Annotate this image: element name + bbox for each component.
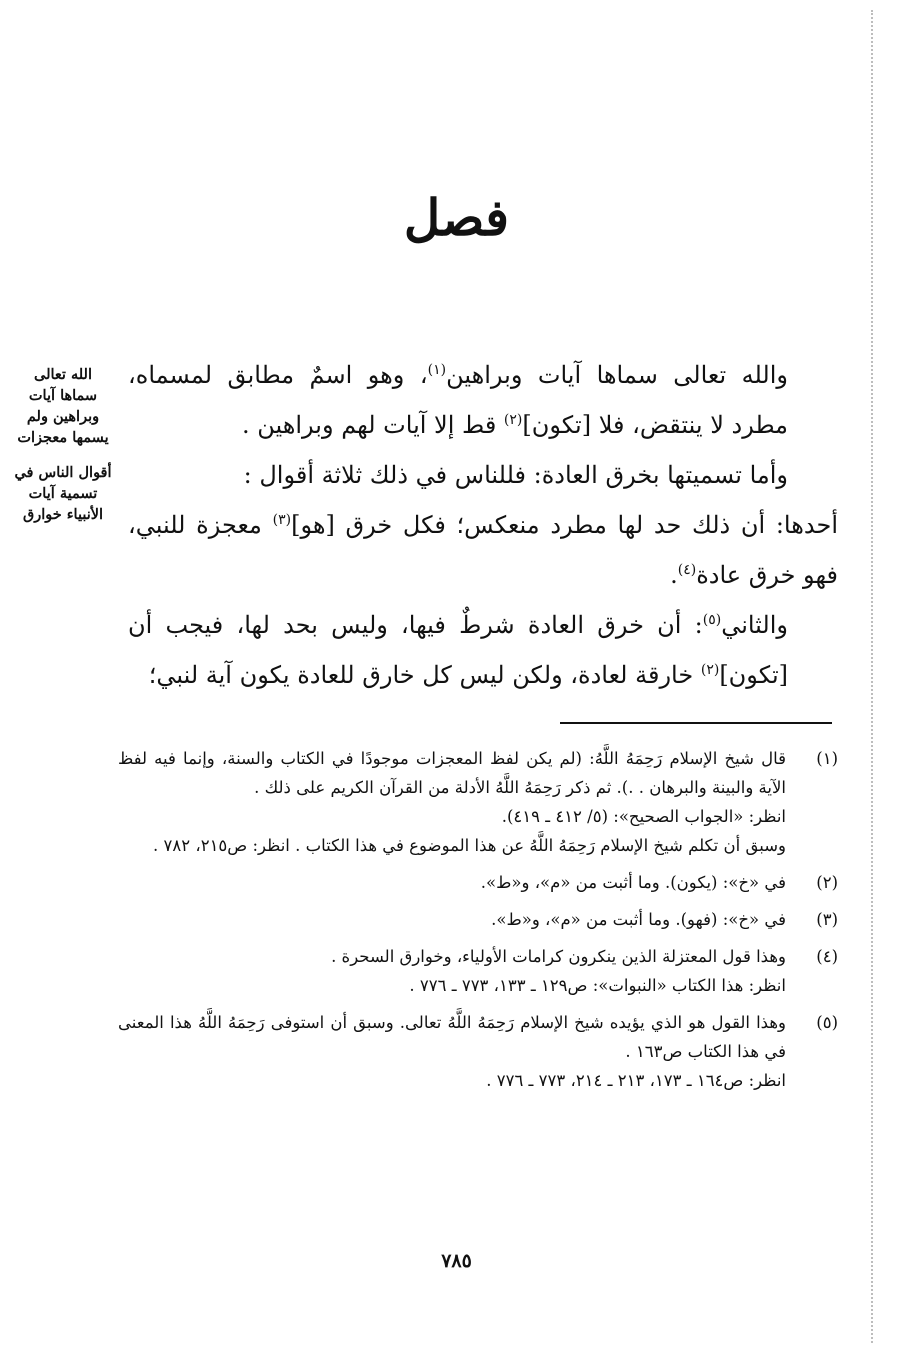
footnote-ref-5: (٥) [702,612,722,628]
footnote-ref-2: (٢) [503,412,523,428]
footnote-line: انظر: ص١٦٤ ـ ١٧٣، ٢١٣ ـ ٢١٤، ٧٧٣ ـ ٧٧٦ . [486,1071,786,1090]
p1-text-2: ، وهو اسمٌ مطابق لمسماه، مطرد لا ينتقض، فلا [تكون] [128,361,788,439]
footnote-line: وسبق أن تكلم شيخ الإسلام رَحِمَهُ اللَّهُ عن هذا الموضوع في هذا الكتاب . انظر: ص٢١٥، ٧٨٢ . [153,836,786,855]
p4-text-2: : أن خرق العادة شرطٌ فيها، وليس بحد لها، فيجب أن [تكون] [128,611,788,689]
footnote-4 [118,942,838,1000]
p4-text-3: خارقة لعادة، ولكن ليس كل خارق للعادة يكون آية لنبي؛ [148,661,701,689]
footnotes [118,744,838,1103]
footnote-number: (١) [816,749,838,768]
footnote-line: قال شيخ الإسلام رَحِمَهُ اللَّهُ: (لم يكن لفظ المعجزات موجودًا في الكتاب والسنة، وإنما فيه لفظ الآية والبينة والبرهان . .). ثم ذكر رَحِمَهُ اللَّهُ الأدلة من القرآن الكريم على ذلك . [118,749,786,797]
footnote-ref-4: (٤) [677,562,697,578]
footnote-number: (٥) [816,1013,838,1032]
footnote-body [118,942,786,1000]
footnote-separator [560,722,832,724]
page-number: ٧٨٥ [441,1250,472,1272]
footnote-body [118,1008,786,1095]
p1-text-1: والله تعالى سماها آيات وبراهين [446,361,788,389]
footnote-2 [118,868,838,897]
footnote-body [118,905,786,934]
section-heading: فصل [403,188,510,247]
marginal-note-1: الله تعالى سماها آيات وبراهين ولم يسمها معجزات [17,366,109,446]
footnote-line: وهذا قول المعتزلة الذين ينكرون كرامات الأولياء، وخوارق السحرة . [331,947,786,966]
p3-text-1: أحدها: أن ذلك حد لها مطرد منعكس؛ فكل خرق [هو] [291,511,839,539]
footnote-1 [118,744,838,860]
footnote-line: انظر: هذا الكتاب «النبوات»: ص١٢٩ ـ ١٣٣، ٧٧٣ ـ ٧٧٦ . [409,976,786,995]
paragraph-4 [128,600,838,700]
paragraph-1 [128,350,838,450]
footnote-body [118,744,786,860]
footnote-line: في «خ»: (يكون). وما أثبت من «م»، و«ط». [480,873,786,892]
footnote-number: (٣) [816,910,838,929]
p3-text-2: معجزة للنبي، فهو خرق عادة [128,511,838,589]
main-text [128,350,838,700]
marginal-note-2: أقوال الناس في تسمية آيات الأنبياء خوارق [14,464,112,523]
footnote-ref-1: (١) [427,362,447,378]
footnote-number: (٤) [816,947,838,966]
footnote-line: انظر: «الجواب الصحيح»: (٥/ ٤١٢ ـ ٤١٩). [501,807,786,826]
footnote-line: وهذا القول هو الذي يؤيده شيخ الإسلام رَحِمَهُ اللَّهُ تعالى. وسبق أن استوفى رَحِمَهُ اللَّهُ هذا المعنى في هذا الكتاب ص١٦٣ . [118,1013,786,1061]
footnote-3 [118,905,838,934]
footnote-ref-3: (٣) [272,512,292,528]
p1-text-3: قط إلا آيات لهم وبراهين . [241,411,504,439]
paragraph-2: وأما تسميتها بخرق العادة: فللناس في ذلك ثلاثة أقوال : [243,461,788,489]
paragraph-3 [128,500,838,600]
footnote-line: في «خ»: (فهو). وما أثبت من «م»، و«ط». [491,910,786,929]
p4-text-1: والثاني [721,611,788,639]
footnote-body [118,868,786,897]
footnote-number: (٢) [816,873,838,892]
p3-text-3: . [670,561,678,589]
footnote-5 [118,1008,838,1095]
footnote-ref-2b: (٢) [700,662,720,678]
